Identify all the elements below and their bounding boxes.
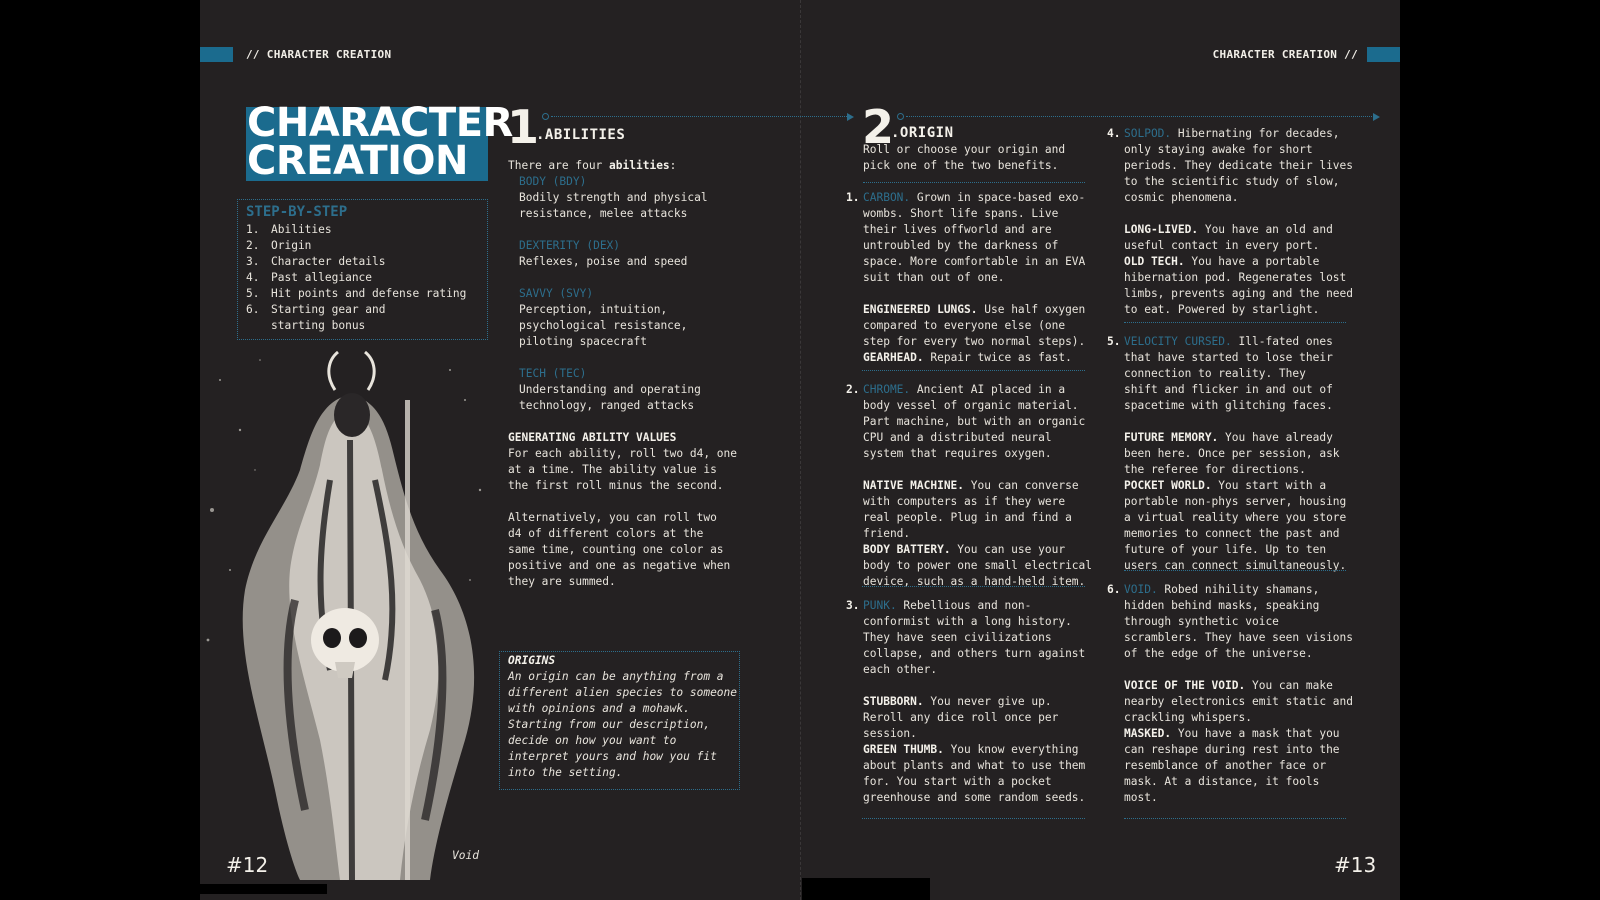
ability-entry <box>519 238 759 270</box>
origin-description-rest: body vessel of organic material. Part machine, but with an organic CPU and a distributed neural system that requires oxygen. <box>863 399 1086 460</box>
origin-name: CARBON. <box>863 191 911 204</box>
origin-benefit-1 <box>863 302 1098 318</box>
step-label: Origin <box>271 239 312 252</box>
step-label: Past allegiance <box>271 271 373 284</box>
origin-description: Ancient AI placed in a <box>910 383 1066 396</box>
origin-item <box>1124 126 1359 318</box>
origin-description: Hibernating for decades, <box>1171 127 1340 140</box>
origin-divider <box>862 586 1085 587</box>
void-illustration <box>200 340 490 880</box>
benefit-text-rest: can reshape during rest into the resemblance of another face or mask. At a distance, it fools most. <box>1124 743 1340 804</box>
benefit-name: FUTURE MEMORY. <box>1124 431 1219 444</box>
benefit-name: POCKET WORLD. <box>1124 479 1212 492</box>
ability-entry <box>519 286 759 350</box>
ability-name: TECH (TEC) <box>519 367 587 380</box>
origin-item-number: 2. <box>846 383 860 396</box>
origin-description: Robed nihility shamans, <box>1157 583 1320 596</box>
origins-box-heading: ORIGINS <box>508 654 556 667</box>
benefit-name: LONG-LIVED. <box>1124 223 1199 236</box>
ability-entry <box>519 366 759 414</box>
step-item <box>246 302 466 318</box>
step-number: 2. <box>246 239 260 252</box>
origin-benefit-1 <box>863 478 1098 494</box>
origin-description: Grown in space-based exo- <box>910 191 1086 204</box>
abilities-intro: There are four abilities: <box>508 159 677 172</box>
origin-divider <box>1124 322 1346 323</box>
origin-benefit-1 <box>1124 222 1359 238</box>
origin-benefit-1 <box>1124 678 1359 694</box>
benefit-text-rest: nearby electronics emit static and crackling whispers. <box>1124 695 1354 724</box>
origin-item-number: 1. <box>846 191 860 204</box>
step-label: starting bonus <box>271 319 366 332</box>
step-number: 5. <box>246 287 260 300</box>
origin-name: VOID. <box>1124 583 1158 596</box>
abilities-number: 1 <box>507 100 540 154</box>
ability-name: DEXTERITY (DEX) <box>519 239 621 252</box>
benefit-text-rest: body to power one small electrical device, such as a hand-held item. <box>863 559 1093 588</box>
step-item <box>246 254 466 270</box>
origin-item <box>1124 582 1359 806</box>
step-item <box>246 318 466 334</box>
ability-description: Reflexes, poise and speed <box>519 255 688 268</box>
abilities-title: .ABILITIES <box>536 127 626 143</box>
origin-item <box>1124 334 1359 574</box>
origin-divider <box>1124 570 1346 571</box>
page-number-left: #12 <box>226 853 269 877</box>
origin-name: CHROME. <box>863 383 911 396</box>
benefit-text-rest: been here. Once per session, ask the referee for directions. <box>1124 447 1340 476</box>
benefit-name: ENGINEERED LUNGS. <box>863 303 978 316</box>
origin-name: VELOCITY CURSED. <box>1124 335 1232 348</box>
origin-benefit-2 <box>863 542 1098 558</box>
origin-item-number: 6. <box>1107 583 1121 596</box>
title-line-2: CREATION <box>247 138 468 184</box>
generating-text: For each ability, roll two d4, one at a time. The ability value is the first roll minus the second. <box>508 447 738 492</box>
benefit-text: You can converse <box>964 479 1079 492</box>
title-line-1: CHARACTER <box>247 100 513 146</box>
origin-description: Ill-fated ones <box>1231 335 1333 348</box>
step-label: Starting gear and <box>271 303 386 316</box>
step-item <box>246 222 466 238</box>
page-title <box>247 100 513 184</box>
benefit-text: You have a portable <box>1184 255 1320 268</box>
origin-divider <box>1124 818 1346 819</box>
origin-divider <box>862 370 1085 371</box>
ability-description: Bodily strength and physical resistance, melee attacks <box>519 191 708 220</box>
origin-benefit-2 <box>1124 254 1359 270</box>
origin-description-rest: hidden behind masks, speaking through synthetic voice scramblers. They have seen visions of the edge of the universe. <box>1124 599 1354 660</box>
abilities-arrow-start <box>542 113 549 120</box>
page-number-right: #13 <box>1334 853 1377 877</box>
step-item <box>246 286 466 302</box>
origin-benefit-2 <box>863 742 1098 758</box>
benefit-text: You have a mask that you <box>1171 727 1340 740</box>
origin-number: 2 <box>862 100 895 154</box>
benefit-name: BODY BATTERY. <box>863 543 951 556</box>
origin-divider <box>863 182 1085 183</box>
origin-benefit-1 <box>863 694 1098 710</box>
benefit-name: STUBBORN. <box>863 695 924 708</box>
benefit-text-rest: compared to everyone else (one step for every two normal steps). <box>863 319 1086 348</box>
illustration-caption: Void <box>452 849 479 862</box>
origin-description-rest: that have started to lose their connection to reality. They shift and flicker in and out of spacetime with glitching faces. <box>1124 351 1333 412</box>
step-number: 6. <box>246 303 260 316</box>
alternative-text: Alternatively, you can roll two d4 of different colors at the same time, counting one color as positive and one as negative when they are summed. <box>508 511 731 588</box>
origin-arrow-head <box>1373 113 1380 121</box>
origin-benefit-2 <box>863 350 1098 366</box>
step-item <box>246 270 466 286</box>
benefit-text-rest: Reroll any dice roll once per session. <box>863 711 1059 740</box>
benefit-text: You start with a <box>1211 479 1327 492</box>
page-spine <box>800 0 801 900</box>
origin-benefit-2 <box>1124 478 1359 494</box>
origin-item-number: 3. <box>846 599 860 612</box>
step-item <box>246 238 466 254</box>
origin-item-number: 5. <box>1107 335 1121 348</box>
step-by-step-title: STEP-BY-STEP <box>246 204 348 220</box>
origin-intro: Roll or choose your origin and pick one of the two benefits. <box>863 143 1066 172</box>
origin-description: Rebellious and non- <box>896 599 1032 612</box>
ability-name: SAVVY (SVY) <box>519 287 594 300</box>
benefit-text-rest: about plants and what to use them for. You start with a pocket greenhouse and some random seeds. <box>863 759 1086 804</box>
benefit-name: GREEN THUMB. <box>863 743 944 756</box>
step-label: Character details <box>271 255 386 268</box>
bottom-bar-left <box>200 884 327 894</box>
benefit-name: GEARHEAD. <box>863 351 924 364</box>
step-number: 3. <box>246 255 260 268</box>
origin-arrow-line <box>906 116 1376 117</box>
bottom-bar-right <box>802 878 930 900</box>
origin-item <box>863 190 1098 366</box>
ability-entry <box>519 174 759 222</box>
benefit-name: MASKED. <box>1124 727 1172 740</box>
benefit-text: You have an old and <box>1198 223 1333 236</box>
ability-description: Understanding and operating technology, ranged attacks <box>519 383 701 412</box>
header-left: // CHARACTER CREATION <box>246 48 392 61</box>
origin-description-rest: conformist with a long history. They have seen civilizations collapse, and others turn against each other. <box>863 615 1086 676</box>
benefit-text: You can use your <box>950 543 1066 556</box>
benefit-text: Use half oxygen <box>977 303 1086 316</box>
benefit-name: NATIVE MACHINE. <box>863 479 965 492</box>
benefit-text: You never give up. <box>923 695 1052 708</box>
ability-description: Perception, intuition, psychological resistance, piloting spacecraft <box>519 303 688 348</box>
origin-title: .ORIGIN <box>891 125 954 141</box>
benefit-name: OLD TECH. <box>1124 255 1185 268</box>
origin-item-number: 4. <box>1107 127 1121 140</box>
benefit-text-rest: portable non-phys server, housing a virtual reality where you store memories to connect the past and future of your life. Up to ten users can connect simultaneously. <box>1124 495 1347 572</box>
benefit-text-rest: useful contact in every port. <box>1124 239 1320 252</box>
origin-description-rest: only staying awake for short periods. They dedicate their lives to the scientific study of slow, cosmic phenomena. <box>1124 143 1354 204</box>
origin-name: PUNK. <box>863 599 897 612</box>
origin-benefit-2 <box>1124 726 1359 742</box>
generating-heading: GENERATING ABILITY VALUES <box>508 431 677 444</box>
abilities-arrow-line <box>551 116 849 117</box>
origin-divider <box>862 818 1085 819</box>
benefit-text-rest: hibernation pod. Regenerates lost limbs, prevents aging and the need to eat. Powered by starlight. <box>1124 271 1354 316</box>
header-right: CHARACTER CREATION // <box>1212 48 1358 61</box>
benefit-text: You know everything <box>943 743 1079 756</box>
benefit-text: You have already <box>1218 431 1333 444</box>
origins-box-text: An origin can be anything from a different alien species to someone with opinions and a mohawk. Starting from our description, decide on how you want to interpret yours and how you fit into the setting. <box>508 670 738 779</box>
origin-arrow-start <box>897 113 904 120</box>
origin-item <box>863 382 1098 590</box>
step-label: Abilities <box>271 223 332 236</box>
origin-name: SOLPOD. <box>1124 127 1172 140</box>
step-list <box>246 222 466 334</box>
step-number: 4. <box>246 271 260 284</box>
abilities-arrow-head <box>847 113 854 121</box>
header-accent-left <box>200 47 233 62</box>
step-label: Hit points and defense rating <box>271 287 467 300</box>
ability-name: BODY (BDY) <box>519 175 587 188</box>
benefit-name: VOICE OF THE VOID. <box>1124 679 1246 692</box>
step-number: 1. <box>246 223 260 236</box>
benefit-text: You can make <box>1245 679 1333 692</box>
benefit-text-rest: with computers as if they were real people. Plug in and find a friend. <box>863 495 1072 540</box>
benefit-text: Repair twice as fast. <box>923 351 1072 364</box>
origin-benefit-1 <box>1124 430 1359 446</box>
origin-description-rest: wombs. Short life spans. Live their lives offworld and are untroubled by the darkness of space. More comfortable in an EVA suit than out of one. <box>863 207 1086 284</box>
origin-item <box>863 598 1098 806</box>
abilities-list <box>519 174 759 430</box>
header-accent-right <box>1367 47 1400 62</box>
step-number <box>246 318 271 334</box>
